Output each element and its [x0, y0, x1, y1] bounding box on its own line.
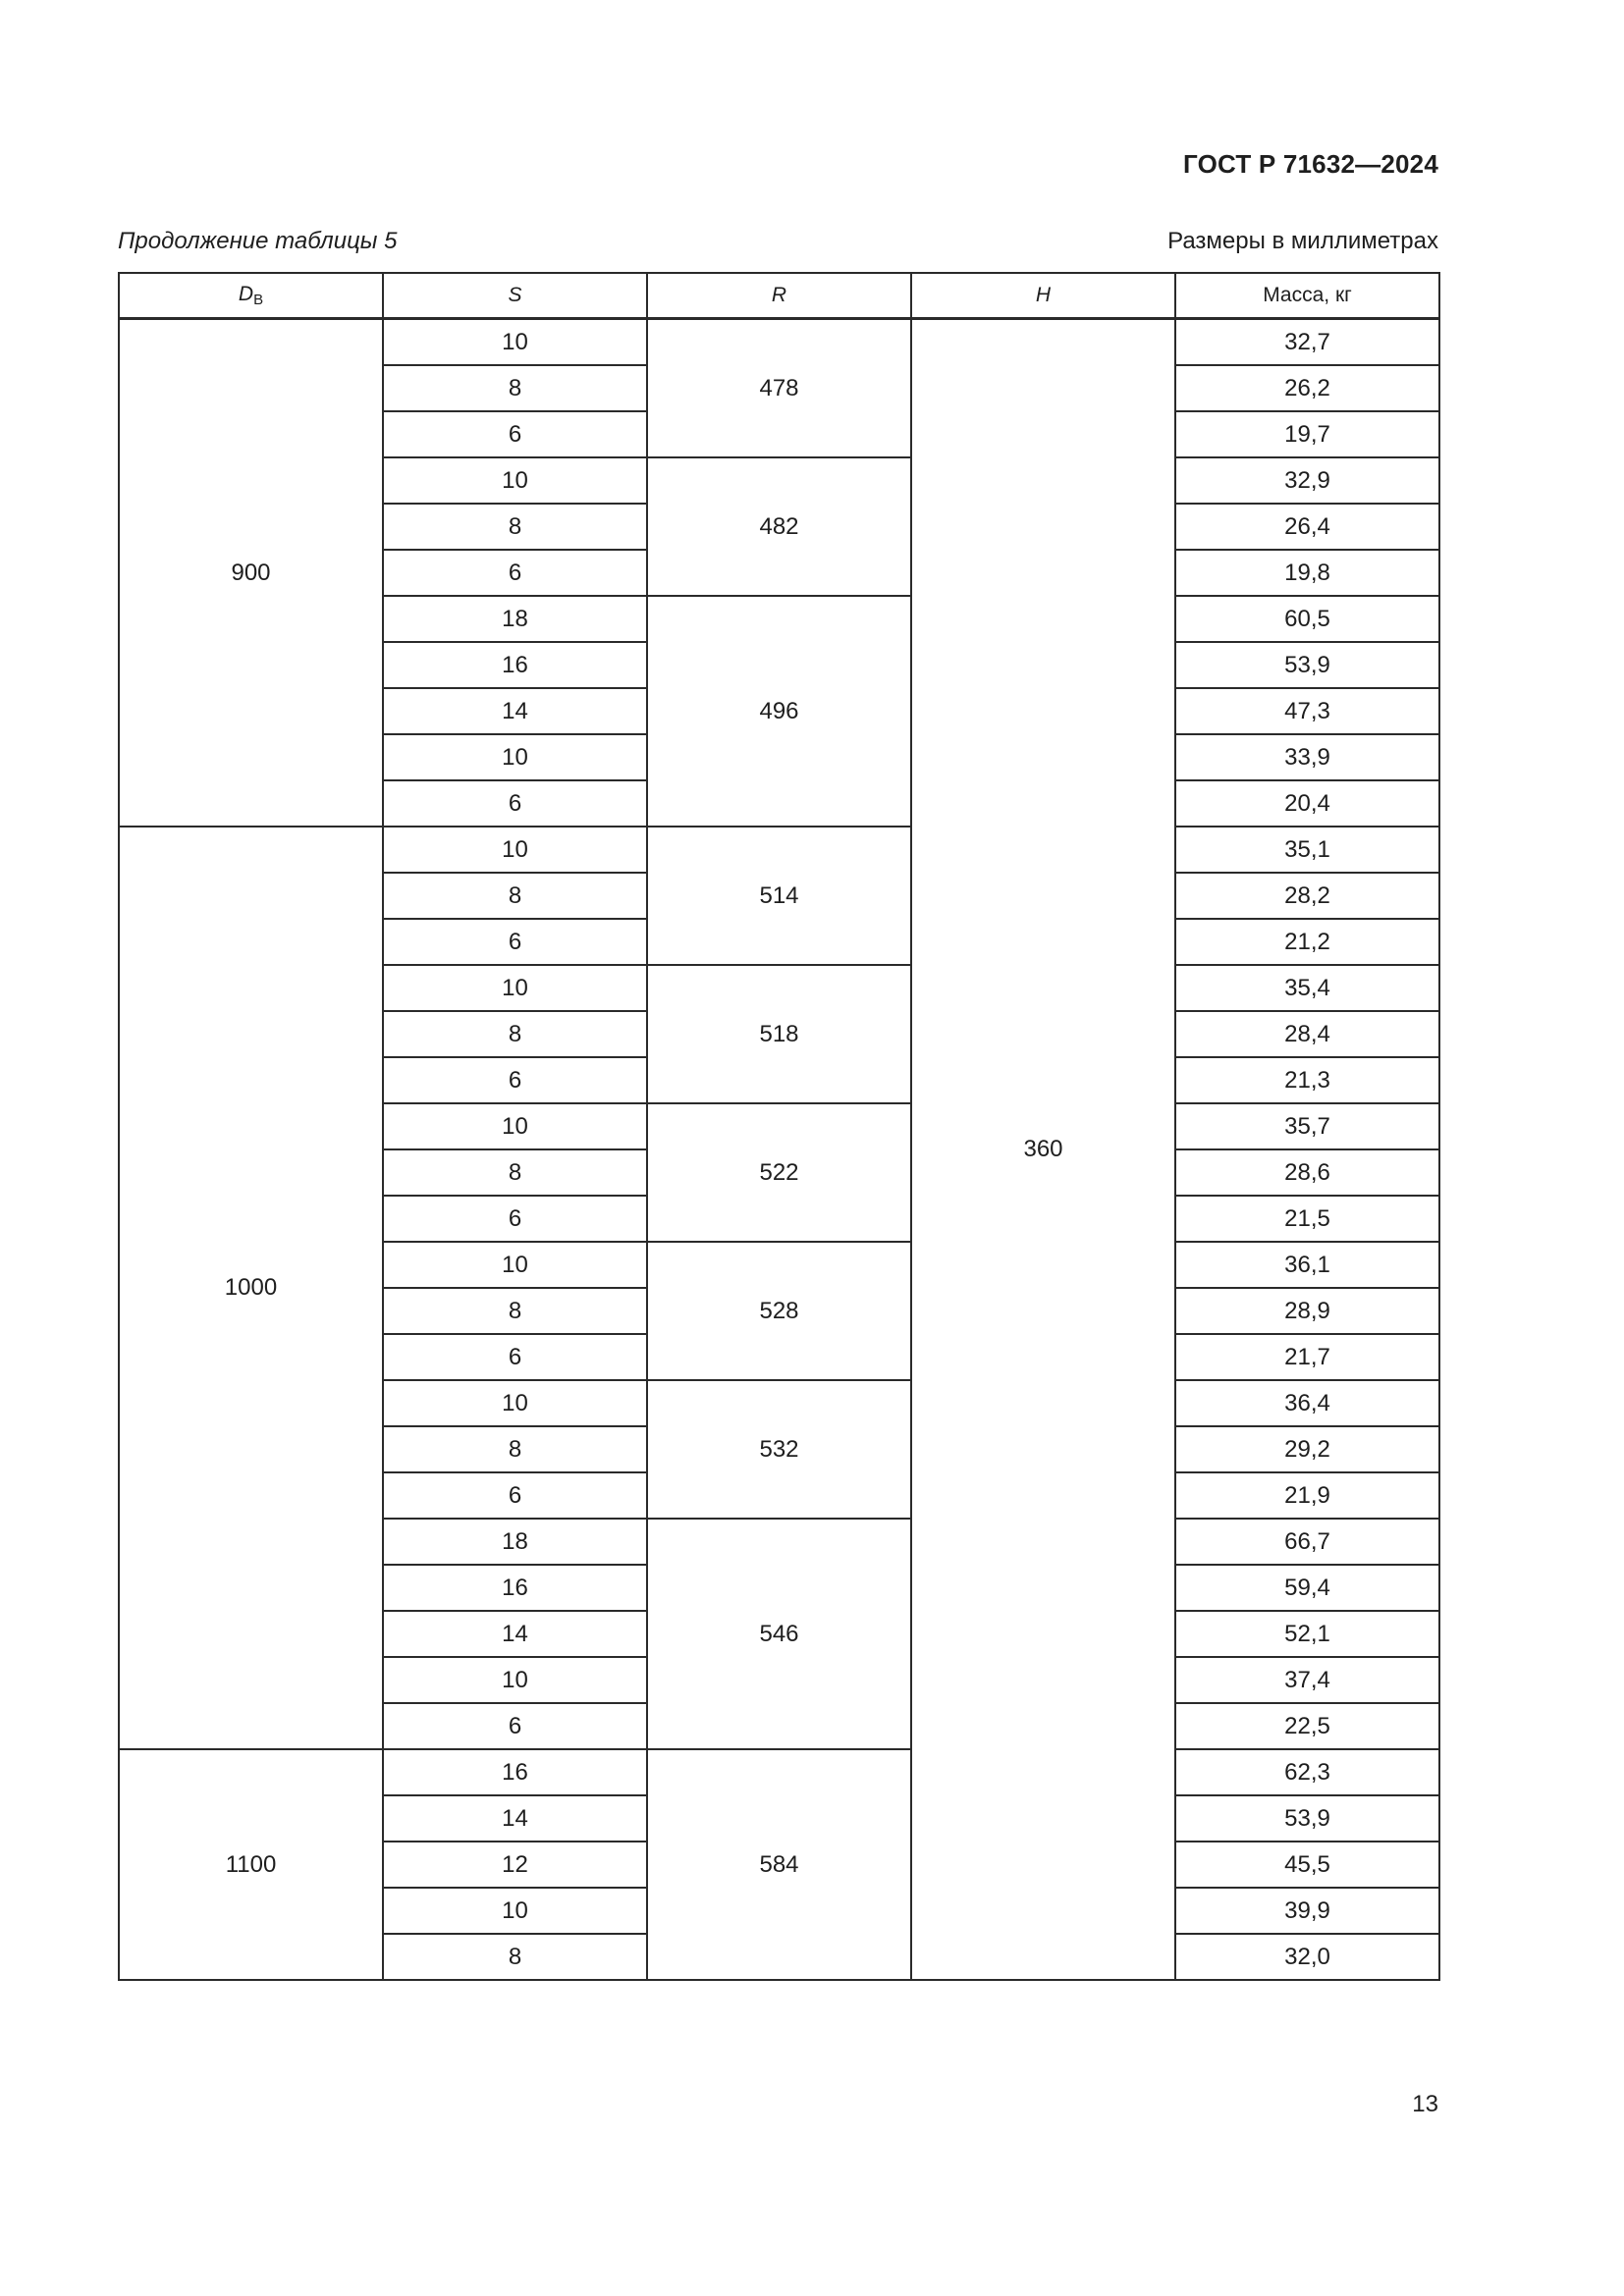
cell-r: 584 — [647, 1749, 911, 1980]
cell-mass: 26,2 — [1175, 365, 1439, 411]
cell-mass: 21,7 — [1175, 1334, 1439, 1380]
cell-db: 1000 — [119, 827, 383, 1749]
cell-s: 8 — [383, 1934, 647, 1980]
column-header-s: S — [383, 273, 647, 319]
cell-r: 532 — [647, 1380, 911, 1519]
cell-mass: 52,1 — [1175, 1611, 1439, 1657]
cell-s: 16 — [383, 1749, 647, 1795]
cell-h: 360 — [911, 319, 1175, 1981]
dimensions-table — [118, 272, 1440, 1981]
cell-mass: 53,9 — [1175, 1795, 1439, 1842]
cell-s: 8 — [383, 1149, 647, 1196]
cell-s: 6 — [383, 1334, 647, 1380]
cell-r: 518 — [647, 965, 911, 1103]
cell-s: 10 — [383, 1657, 647, 1703]
cell-s: 18 — [383, 596, 647, 642]
cell-mass: 62,3 — [1175, 1749, 1439, 1795]
cell-mass: 32,0 — [1175, 1934, 1439, 1980]
cell-s: 6 — [383, 1057, 647, 1103]
cell-s: 16 — [383, 1565, 647, 1611]
cell-s: 6 — [383, 780, 647, 827]
page-number: 13 — [1412, 2091, 1438, 2117]
cell-mass: 59,4 — [1175, 1565, 1439, 1611]
cell-s: 8 — [383, 365, 647, 411]
cell-r: 528 — [647, 1242, 911, 1380]
cell-r: 514 — [647, 827, 911, 965]
cell-mass: 33,9 — [1175, 734, 1439, 780]
table-row — [119, 1749, 1439, 1795]
cell-mass: 60,5 — [1175, 596, 1439, 642]
cell-mass: 21,9 — [1175, 1472, 1439, 1519]
cell-s: 6 — [383, 411, 647, 457]
cell-s: 8 — [383, 1288, 647, 1334]
cell-mass: 32,9 — [1175, 457, 1439, 504]
table-header-row — [119, 273, 1439, 319]
cell-mass: 39,9 — [1175, 1888, 1439, 1934]
cell-mass: 53,9 — [1175, 642, 1439, 688]
cell-s: 10 — [383, 965, 647, 1011]
cell-s: 8 — [383, 504, 647, 550]
column-header-mass: Масса, кг — [1175, 273, 1439, 319]
table-caption: Продолжение таблицы 5 — [118, 228, 398, 254]
cell-r: 496 — [647, 596, 911, 827]
cell-mass: 32,7 — [1175, 319, 1439, 366]
cell-mass: 21,2 — [1175, 919, 1439, 965]
cell-s: 10 — [383, 1888, 647, 1934]
cell-r: 482 — [647, 457, 911, 596]
cell-mass: 22,5 — [1175, 1703, 1439, 1749]
cell-s: 10 — [383, 734, 647, 780]
table-row — [119, 827, 1439, 873]
cell-mass: 19,8 — [1175, 550, 1439, 596]
cell-s: 6 — [383, 550, 647, 596]
column-header-r: R — [647, 273, 911, 319]
cell-s: 12 — [383, 1842, 647, 1888]
cell-mass: 35,4 — [1175, 965, 1439, 1011]
cell-mass: 35,7 — [1175, 1103, 1439, 1149]
document-code: ГОСТ Р 71632—2024 — [1183, 149, 1438, 179]
cell-mass: 36,4 — [1175, 1380, 1439, 1426]
cell-s: 14 — [383, 1611, 647, 1657]
cell-mass: 37,4 — [1175, 1657, 1439, 1703]
units-note: Размеры в миллиметрах — [1167, 228, 1438, 254]
column-header-h: H — [911, 273, 1175, 319]
cell-mass: 47,3 — [1175, 688, 1439, 734]
cell-mass: 28,4 — [1175, 1011, 1439, 1057]
cell-s: 8 — [383, 1426, 647, 1472]
cell-s: 10 — [383, 457, 647, 504]
cell-mass: 28,2 — [1175, 873, 1439, 919]
cell-mass: 29,2 — [1175, 1426, 1439, 1472]
cell-s: 10 — [383, 827, 647, 873]
cell-s: 6 — [383, 919, 647, 965]
cell-mass: 19,7 — [1175, 411, 1439, 457]
cell-s: 10 — [383, 1103, 647, 1149]
cell-s: 8 — [383, 873, 647, 919]
cell-s: 6 — [383, 1472, 647, 1519]
cell-db: 1100 — [119, 1749, 383, 1980]
cell-s: 14 — [383, 1795, 647, 1842]
cell-s: 14 — [383, 688, 647, 734]
cell-s: 10 — [383, 319, 647, 366]
cell-r: 522 — [647, 1103, 911, 1242]
cell-mass: 20,4 — [1175, 780, 1439, 827]
cell-mass: 35,1 — [1175, 827, 1439, 873]
table-row — [119, 319, 1439, 366]
cell-mass: 21,3 — [1175, 1057, 1439, 1103]
cell-mass: 21,5 — [1175, 1196, 1439, 1242]
cell-mass: 26,4 — [1175, 504, 1439, 550]
cell-s: 6 — [383, 1703, 647, 1749]
cell-mass: 45,5 — [1175, 1842, 1439, 1888]
cell-r: 478 — [647, 319, 911, 458]
cell-s: 8 — [383, 1011, 647, 1057]
cell-db: 900 — [119, 319, 383, 828]
cell-s: 10 — [383, 1242, 647, 1288]
cell-s: 18 — [383, 1519, 647, 1565]
cell-s: 10 — [383, 1380, 647, 1426]
cell-mass: 66,7 — [1175, 1519, 1439, 1565]
cell-mass: 36,1 — [1175, 1242, 1439, 1288]
cell-r: 546 — [647, 1519, 911, 1749]
cell-s: 16 — [383, 642, 647, 688]
cell-mass: 28,6 — [1175, 1149, 1439, 1196]
cell-mass: 28,9 — [1175, 1288, 1439, 1334]
column-header-db: $D_В$ — [119, 273, 383, 319]
cell-s: 6 — [383, 1196, 647, 1242]
table-body — [119, 319, 1439, 1981]
